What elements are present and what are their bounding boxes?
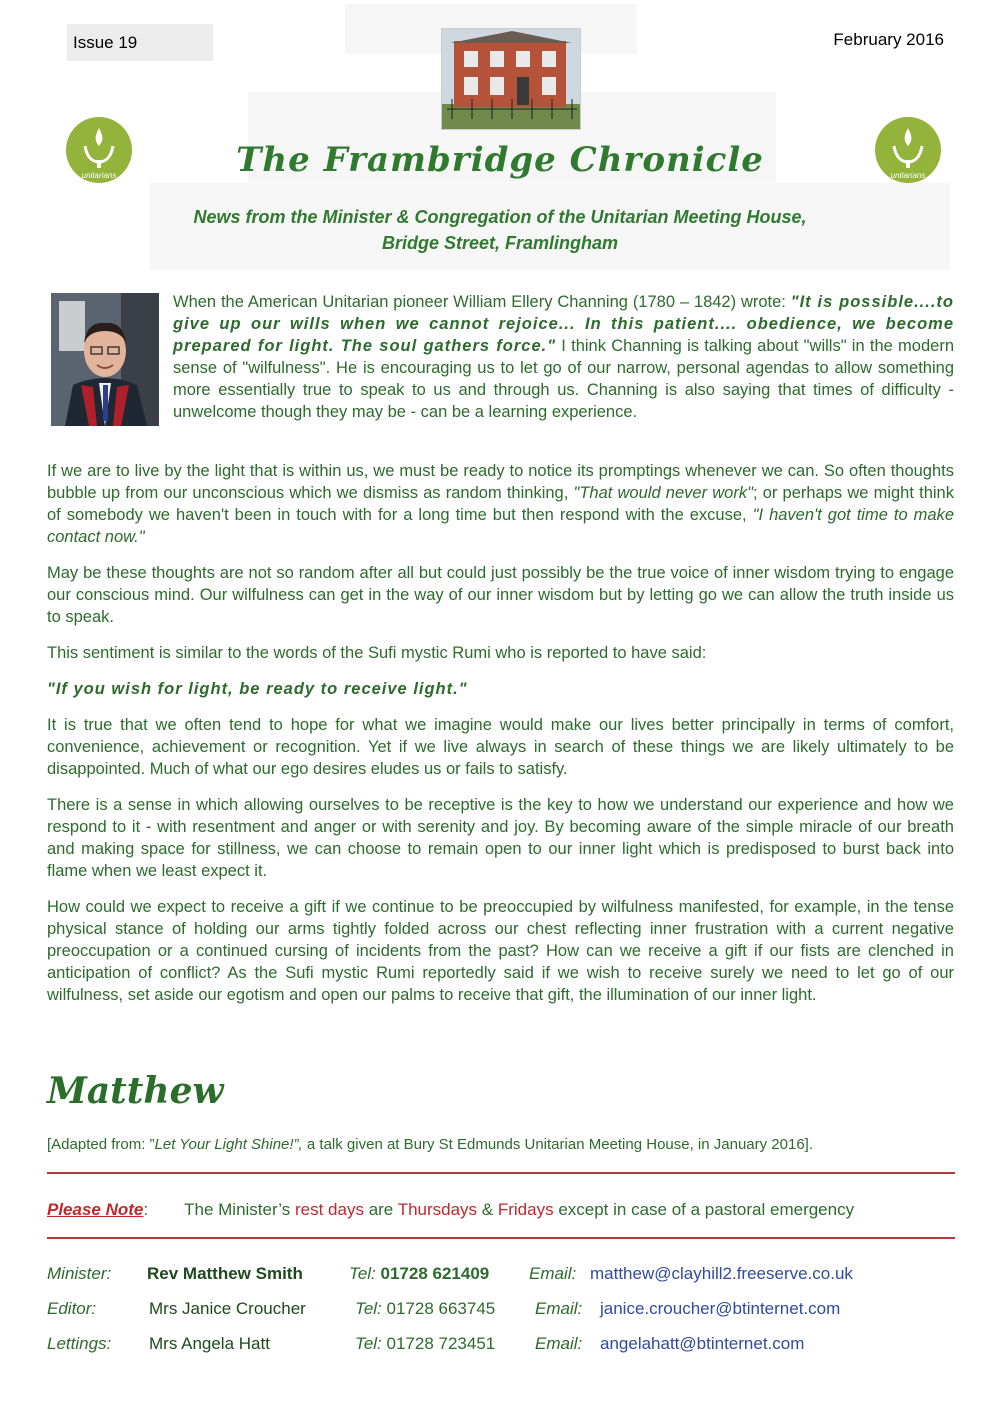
email-label: Email: [535,1299,583,1318]
paragraph-5: There is a sense in which allowing ourselves to be receptive is the key to how we understand our experience and how we respond to it - with resentment and anger or with serenity and joy. By becoming aware of the simple miracle of our breath and making space for stillness, we can choose to remain open to our inner light which is predisposed to burst back into flame when we least expect it. [47,796,954,880]
note-text: except in case of a pastoral emergency [553,1200,855,1219]
contact-tel: 01728 663745 [386,1299,496,1318]
contact-role: Editor: [47,1299,97,1318]
p1-quote-2: "I haven't got time to make contact now." [47,506,954,546]
paragraph-3: This sentiment is similar to the words of the Sufi mystic Rumi who is reported to have said: [47,644,707,662]
adapted-text: [Adapted from: ” [47,1136,155,1153]
paragraph-4: It is true that we often tend to hope for what we imagine would make our lives better principally in terms of comfort, convenience, achievement or recognition. Yet if we live always in search of these things we are likely ultimately to be disappointed. Much of what our ego desires eludes us or fails to satisfy. [47,716,954,778]
note-thursdays: Thursdays [397,1200,478,1219]
contact-row-lettings [47,1334,955,1358]
minister-portrait [51,293,159,426]
issue-date: February 2016 [833,30,944,49]
channing-quote: "It is possible....to give up our wills when we cannot rejoice... In this patient.... obedience, we become prepared for light. The soul gathers force." [173,293,954,355]
article-body [47,460,954,1020]
email-label: Email: [535,1334,583,1353]
logo-text: unitarians [890,171,926,180]
contact-role: Lettings: [47,1334,112,1353]
newsletter-subtitle-line2: Bridge Street, Framlingham [381,233,619,253]
note-text: The Minister’s [184,1200,295,1219]
contact-email-link[interactable]: angelahatt@btinternet.com [600,1334,805,1353]
tel-label: Tel: [355,1334,382,1353]
contact-row-minister [47,1264,955,1288]
meeting-house-photo [441,28,581,130]
p1-quote-1: "That would never work" [573,484,753,502]
intro-text-continued: I think Channing is talking about "wills" in the modern sense of "wilfulness". He is encouraging us to let go of our narrow, personal agendas to allow something more essentially true to speak to us and through us. Channing is also saying that times of difficulty - unwelcome though they may be - can be a learning experience. [173,337,954,421]
adapted-text-2: a talk given at Bury St Edmunds Unitarian Meeting House, in January 2016]. [302,1136,814,1153]
rumi-quote: "If you wish for light, be ready to receive light." [47,680,468,698]
please-note [47,1200,854,1220]
paragraph-1 [47,460,954,548]
contact-email-link[interactable]: janice.croucher@btinternet.com [600,1299,841,1318]
contact-name: Mrs Janice Croucher [149,1299,306,1318]
note-rest-days: rest days [294,1200,364,1219]
tel-label: Tel: [349,1264,376,1283]
newsletter-subtitle-line1: News from the Minister & Congregation of the Unitarian Meeting House, [193,207,807,227]
intro-text: When the American Unitarian pioneer William Ellery Channing (1780 – 1842) wrote: [173,293,791,311]
divider-bottom [47,1237,955,1239]
contact-email-link[interactable]: matthew@clayhill2.freeserve.co.uk [590,1264,853,1283]
email-label: Email: [529,1264,577,1283]
paragraph-6: How could we expect to receive a gift if we continue to be preoccupied by wilfulness manifested, for example, in the tense physical stance of holding our arms tightly folded across our chest reflecting inner frustration with a current negative preoccupation or a continued cursing of incidents from the past? How can we receive a gift if our fists are clenched in anticipation of conflict? As the Sufi mystic Rumi reportedly said if we wish to receive surely we need to let go of our wilfulness, set aside our egotism and open our palms to receive that gift, the illumination of our inner light. [47,898,954,1004]
contact-role: Minister: [47,1264,112,1283]
adapted-title: Let Your Light Shine!”, [154,1136,303,1153]
logo-text: unitarians [81,171,117,180]
intro-paragraph [173,291,954,423]
contact-name: Mrs Angela Hatt [149,1334,270,1353]
note-fridays: Fridays [497,1200,554,1219]
article-intro [173,291,954,423]
signature: Matthew [47,1070,224,1112]
contact-row-editor [47,1299,955,1323]
please-note-label: Please Note [47,1200,144,1219]
contact-name: Rev Matthew Smith [147,1264,303,1283]
contact-tel: 01728 723451 [386,1334,496,1353]
p1-text: If we are to live by the light that is within us, we must be ready to notice its promptings whenever we can. So often thoughts bubble up from our unconscious which we dismiss as random thinking, [47,462,954,502]
p1-text-2: ; or perhaps we might think of somebody we haven't been in touch with for a long time but then respond with the excuse, [47,484,954,524]
divider-top [47,1172,955,1174]
contact-tel: 01728 621409 [380,1264,490,1283]
adapted-from-note [47,1136,813,1153]
tel-label: Tel: [355,1299,382,1318]
note-text: & [477,1200,498,1219]
newsletter-title: The Frambridge Chronicle [236,140,764,180]
note-text: are [363,1200,398,1219]
please-note-colon: : [143,1200,149,1219]
paragraph-2: May be these thoughts are not so random after all but could just possibly be the true voice of inner wisdom trying to engage our conscious mind. Our wilfulness can get in the way of our inner wisdom but by letting go we can allow the truth inside us to speak. [47,564,954,626]
issue-number: Issue 19 [67,24,213,61]
